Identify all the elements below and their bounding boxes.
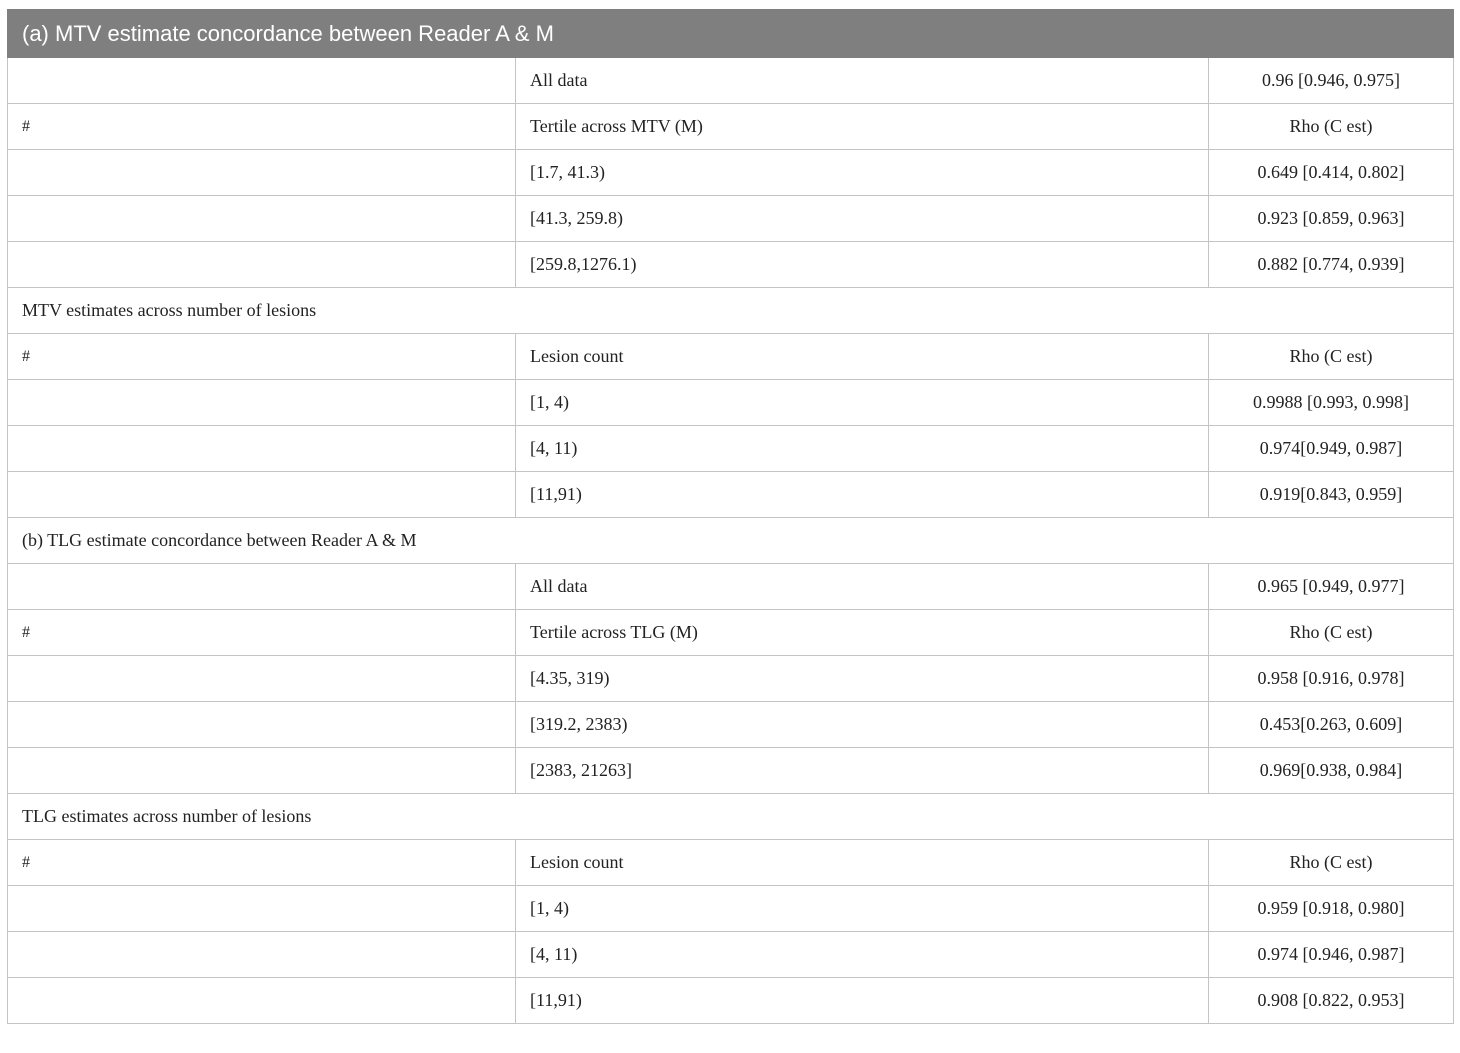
rho-value-cell: 0.453[0.263, 0.609] [1209,702,1454,748]
index-header: # [8,334,516,380]
table-row [8,978,1454,1024]
empty-cell [8,564,516,610]
empty-cell [8,656,516,702]
rho-header: Rho (C est) [1209,840,1454,886]
index-header: # [8,840,516,886]
empty-cell [8,472,516,518]
all-data-label: All data [516,58,1209,104]
section-title: MTV estimates across number of lesions [8,288,1454,334]
tertile-header: Tertile across MTV (M) [516,104,1209,150]
range-cell: [4, 11) [516,426,1209,472]
range-cell: [319.2, 2383) [516,702,1209,748]
range-cell: [11,91) [516,472,1209,518]
table-row [8,196,1454,242]
empty-cell [8,380,516,426]
table-title-row [8,10,1454,58]
rho-value-cell: 0.958 [0.916, 0.978] [1209,656,1454,702]
table-row [8,748,1454,794]
table-row [8,932,1454,978]
section-title: TLG estimates across number of lesions [8,794,1454,840]
tlg-tertile-header-row [8,610,1454,656]
mtv-lesion-header-row [8,334,1454,380]
rho-value-cell: 0.974 [0.946, 0.987] [1209,932,1454,978]
range-cell: [1, 4) [516,380,1209,426]
tlg-all-data-row [8,564,1454,610]
rho-header: Rho (C est) [1209,334,1454,380]
table-row [8,886,1454,932]
empty-cell [8,978,516,1024]
empty-cell [8,242,516,288]
empty-cell [8,58,516,104]
empty-cell [8,702,516,748]
table-row [8,242,1454,288]
rho-value-cell: 0.919[0.843, 0.959] [1209,472,1454,518]
concordance-table [7,9,1454,1024]
table-row [8,472,1454,518]
rho-header: Rho (C est) [1209,104,1454,150]
rho-value-cell: 0.974[0.949, 0.987] [1209,426,1454,472]
lesion-count-header: Lesion count [516,334,1209,380]
table-title: (a) MTV estimate concordance between Reader A & M [8,10,1454,58]
empty-cell [8,886,516,932]
tlg-lesion-header-row [8,840,1454,886]
index-header: # [8,610,516,656]
range-cell: [2383, 21263] [516,748,1209,794]
mtv-tertile-header-row [8,104,1454,150]
range-cell: [41.3, 259.8) [516,196,1209,242]
table-row [8,426,1454,472]
tlg-section-title-row [8,518,1454,564]
tlg-lesions-section-row [8,794,1454,840]
empty-cell [8,748,516,794]
all-data-label: All data [516,564,1209,610]
table-row [8,150,1454,196]
rho-value-cell: 0.959 [0.918, 0.980] [1209,886,1454,932]
rho-value-cell: 0.649 [0.414, 0.802] [1209,150,1454,196]
table-row [8,656,1454,702]
mtv-lesions-section-row [8,288,1454,334]
all-data-value: 0.965 [0.949, 0.977] [1209,564,1454,610]
range-cell: [4.35, 319) [516,656,1209,702]
range-cell: [1, 4) [516,886,1209,932]
empty-cell [8,150,516,196]
range-cell: [1.7, 41.3) [516,150,1209,196]
range-cell: [4, 11) [516,932,1209,978]
table-row [8,380,1454,426]
index-header: # [8,104,516,150]
rho-value-cell: 0.969[0.938, 0.984] [1209,748,1454,794]
rho-value-cell: 0.9988 [0.993, 0.998] [1209,380,1454,426]
rho-value-cell: 0.882 [0.774, 0.939] [1209,242,1454,288]
empty-cell [8,196,516,242]
all-data-value: 0.96 [0.946, 0.975] [1209,58,1454,104]
section-title: (b) TLG estimate concordance between Reader A & M [8,518,1454,564]
table-row [8,702,1454,748]
empty-cell [8,932,516,978]
range-cell: [11,91) [516,978,1209,1024]
tertile-header: Tertile across TLG (M) [516,610,1209,656]
rho-value-cell: 0.923 [0.859, 0.963] [1209,196,1454,242]
rho-value-cell: 0.908 [0.822, 0.953] [1209,978,1454,1024]
range-cell: [259.8,1276.1) [516,242,1209,288]
rho-header: Rho (C est) [1209,610,1454,656]
mtv-all-data-row [8,58,1454,104]
lesion-count-header: Lesion count [516,840,1209,886]
empty-cell [8,426,516,472]
